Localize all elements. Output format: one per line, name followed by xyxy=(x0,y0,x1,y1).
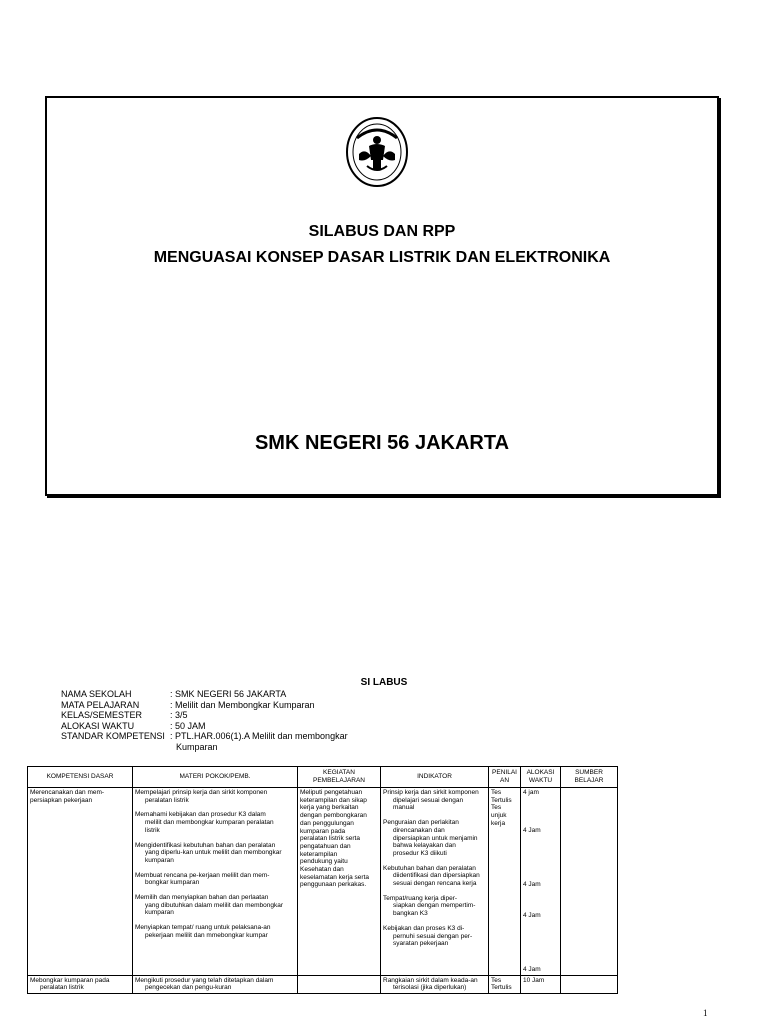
cell-line: pengecekan dan pengu-kuran xyxy=(145,984,232,992)
spacer xyxy=(523,943,558,951)
cell-line: peralatan listrik xyxy=(40,984,84,992)
cell-line: Tes xyxy=(491,789,502,796)
materi-item xyxy=(135,789,295,804)
materi-item xyxy=(135,924,295,939)
silabus-heading: SI LABUS xyxy=(360,677,408,688)
info-row-school xyxy=(61,689,370,700)
spacer xyxy=(523,951,558,959)
materi-item xyxy=(135,872,295,887)
cell-materi xyxy=(133,975,298,993)
info-label: ALOKASI WAKTU xyxy=(61,720,135,731)
silabus-table xyxy=(27,766,618,994)
spacer xyxy=(523,812,558,820)
info-value: : 50 JAM xyxy=(170,720,206,731)
cell-line: 4 Jam xyxy=(523,881,541,889)
tut-wuri-handayani-logo xyxy=(345,116,409,188)
cell-line: 4 Jam xyxy=(523,965,541,973)
info-label: MATA PELAJARAN xyxy=(61,699,140,710)
cell-line: syaratan pekerjaan xyxy=(393,940,449,948)
info-row-competency xyxy=(61,731,370,752)
cell-kompetensi xyxy=(28,975,133,993)
cell-line: keselamatan kerja serta xyxy=(300,873,370,881)
materi-item xyxy=(135,894,295,917)
info-value: : Melilit dan Membongkar Kumparan xyxy=(170,699,315,710)
header-text: WAKTU xyxy=(528,777,553,784)
indikator-item xyxy=(383,895,486,918)
cell-line: Penguraian dan perlakitan xyxy=(383,819,459,827)
cell-line: Membuat rencana pe-kerjaan melilit dan mem- xyxy=(135,871,270,879)
cell-line: dengan pembongkaran xyxy=(300,812,367,820)
header-text: KEGIATAN xyxy=(323,769,355,777)
table-header-row xyxy=(28,767,618,788)
cover-box xyxy=(45,96,719,496)
info-label: NAMA SEKOLAH xyxy=(61,689,132,699)
cell-line: Kebutuhan bahan dan peralatan xyxy=(383,864,476,872)
cell-line: Prinsip kerja dan sirkit komponen xyxy=(383,789,479,796)
indikator-item xyxy=(383,865,486,888)
cell-line: dan penggulungan xyxy=(300,819,354,827)
materi-item xyxy=(135,811,295,834)
cell-line: terisolasi (jika diperlukan) xyxy=(393,984,467,992)
header-materi: MATERI POKOK/PEMB. xyxy=(133,767,298,788)
cell-line: Kebijakan dan proses K3 di- xyxy=(383,924,465,932)
cell-line: keterampilan dan sikap xyxy=(300,796,367,804)
table-row xyxy=(28,975,618,993)
header-text: BELAJAR xyxy=(574,777,604,784)
cell-sumber xyxy=(561,975,618,993)
cell-line: Rangkaian sirkit dalam keada-an xyxy=(383,976,478,984)
info-value-line1: : PTL.HAR.006(1).A Melilit dan membongkar xyxy=(170,731,348,742)
cell-line: melilit dan membongkar kumparan peralatan xyxy=(145,819,274,827)
spacer xyxy=(523,820,558,828)
cell-line: kumparan xyxy=(145,909,174,917)
spacer xyxy=(523,797,558,805)
info-row-subject xyxy=(61,700,370,711)
header-kegiatan xyxy=(298,767,381,788)
cell-line: penggunaan perkakas. xyxy=(300,881,367,889)
cell-line: Tertulis xyxy=(491,796,512,804)
cell-kegiatan xyxy=(298,788,381,976)
cell-line: Tempat/ruang kerja diper- xyxy=(383,894,458,902)
info-value xyxy=(170,731,370,752)
info-row-class xyxy=(61,710,370,721)
header-text: SUMBER xyxy=(575,769,603,777)
cell-line: bongkar kumparan xyxy=(145,879,200,887)
cell-line: 4 jam xyxy=(523,789,539,796)
cell-line: Menyiapkan tempat/ ruang untuk pelaksana-an xyxy=(135,924,271,932)
cell-line: unjuk xyxy=(491,812,507,820)
cell-line: dipelajari sesuai dengan xyxy=(393,796,464,804)
cell-line: 4 Jam xyxy=(523,912,541,920)
cell-line: kerja yang berkaitan xyxy=(300,804,359,812)
spacer xyxy=(523,874,558,882)
cell-line: bangkan K3 xyxy=(393,910,428,918)
spacer xyxy=(523,835,558,843)
spacer xyxy=(523,804,558,812)
cell-alokasi xyxy=(521,975,561,993)
info-label: STANDAR KOMPETENSI xyxy=(61,731,165,742)
info-value-line2: Kumparan xyxy=(176,741,218,752)
header-sumber xyxy=(561,767,618,788)
cell-line: Mengidentifikasi kebutuhan bahan dan peralatan xyxy=(135,841,276,849)
cell-indikator xyxy=(381,788,489,976)
header-text: ALOKASI xyxy=(526,769,555,777)
cell-line: direncanakan dan xyxy=(393,826,445,834)
cell-line: yang diperlu-kan untuk melilit dan membongkar xyxy=(145,849,282,857)
spacer xyxy=(523,927,558,935)
cell-line: Tes xyxy=(491,804,502,812)
cell-line: pengatahuan dan xyxy=(300,842,351,850)
page-number: 1 xyxy=(703,1008,708,1018)
header-penilaian xyxy=(489,767,521,788)
header-kompetensi: KOMPETENSI DASAR xyxy=(28,767,133,788)
spacer xyxy=(523,851,558,859)
spacer xyxy=(523,897,558,905)
cover-school-name: SMK NEGERI 56 JAKARTA xyxy=(254,432,510,454)
header-text: PENILAI xyxy=(492,769,517,777)
header-text: PEMBELAJARAN xyxy=(312,777,366,784)
info-row-time xyxy=(61,721,370,732)
cell-line: Mempelajari prinsip kerja dan sirkit komponen xyxy=(135,789,268,796)
cell-line: 4 Jam xyxy=(523,827,541,835)
cell-kompetensi xyxy=(28,788,133,976)
cell-line: pendukung yaitu xyxy=(300,858,348,866)
cover-title-line2: MENGUASAI KONSEP DASAR LISTRIK DAN ELEKTRONIKA xyxy=(153,249,611,266)
cell-line: yang dibutuhkan dalam melilit dan membongkar xyxy=(145,901,284,909)
header-alokasi xyxy=(521,767,561,788)
silabus-info xyxy=(61,689,370,753)
spacer xyxy=(523,858,558,866)
materi-item xyxy=(135,842,295,865)
cell-line: kumparan xyxy=(145,856,174,864)
indikator-item xyxy=(383,819,486,858)
spacer xyxy=(523,889,558,897)
cell-line: persiapkan pekerjaan xyxy=(30,796,93,804)
cell-line: pernuhi sesuai dengan per- xyxy=(393,932,473,940)
spacer xyxy=(523,866,558,874)
cell-line: sesuai dengan rencana kerja xyxy=(393,880,477,888)
info-value: : SMK NEGERI 56 JAKARTA xyxy=(170,689,287,699)
cell-indikator xyxy=(381,975,489,993)
header-indikator: INDIKATOR xyxy=(381,767,489,788)
cell-line: Mengikuti prosedur yang telah ditetapkan dalam xyxy=(135,976,274,984)
header-text: AN xyxy=(499,777,510,784)
info-label: KELAS/SEMESTER xyxy=(61,710,143,721)
cell-line: Tes xyxy=(491,976,502,984)
cell-line: manual xyxy=(393,804,415,812)
spacer xyxy=(523,935,558,943)
cell-line: peralatan listrik serta xyxy=(300,835,360,843)
indikator-item xyxy=(383,789,486,812)
cell-materi xyxy=(133,788,298,976)
cell-line: Merencanakan dan mem- xyxy=(30,789,105,796)
cell-line: diidentifikasi dan dipersiapkan xyxy=(393,872,480,880)
cell-line: siapkan dengan mempertim- xyxy=(393,902,476,910)
cell-line: peralatan listrik xyxy=(145,796,189,804)
spacer xyxy=(523,958,558,966)
cell-line: Memilih dan menyiapkan bahan dan perlaatan xyxy=(135,894,269,902)
cell-penilaian xyxy=(489,788,521,976)
cell-line: Memahami kebijakan dan prosedur K3 dalam xyxy=(135,811,266,819)
cell-line: kumparan pada xyxy=(300,827,346,835)
info-value: : 3/5 xyxy=(170,710,188,721)
cell-line: bahwa kelayakan dan xyxy=(393,842,456,850)
cell-line: Tertulis xyxy=(491,984,512,992)
cell-line: pekerjaan melilit dan mmebongkar kumpar xyxy=(145,931,268,939)
cell-line: Meliputi pengetahuan xyxy=(300,789,363,796)
indikator-item xyxy=(383,925,486,948)
cell-sumber xyxy=(561,788,618,976)
cell-line: Kesehatan dan xyxy=(300,866,344,874)
spacer xyxy=(523,904,558,912)
cell-line: kerja xyxy=(491,819,506,827)
cell-line: dipersiapkan untuk menjamin xyxy=(393,834,478,842)
cell-line: listrik xyxy=(145,826,160,834)
cell-penilaian xyxy=(489,975,521,993)
cell-kegiatan xyxy=(298,975,381,993)
cell-line: keterampilan xyxy=(300,850,338,858)
cell-line: prosedur K3 diikuti xyxy=(393,849,447,857)
cell-line: Mebongkar kumparan pada xyxy=(30,976,110,984)
cover-title-line1: SILABUS DAN RPP xyxy=(308,223,456,240)
cell-line: 10 Jam xyxy=(523,976,545,984)
table-row xyxy=(28,788,618,976)
spacer xyxy=(523,843,558,851)
spacer xyxy=(523,920,558,928)
cell-alokasi xyxy=(521,788,561,976)
